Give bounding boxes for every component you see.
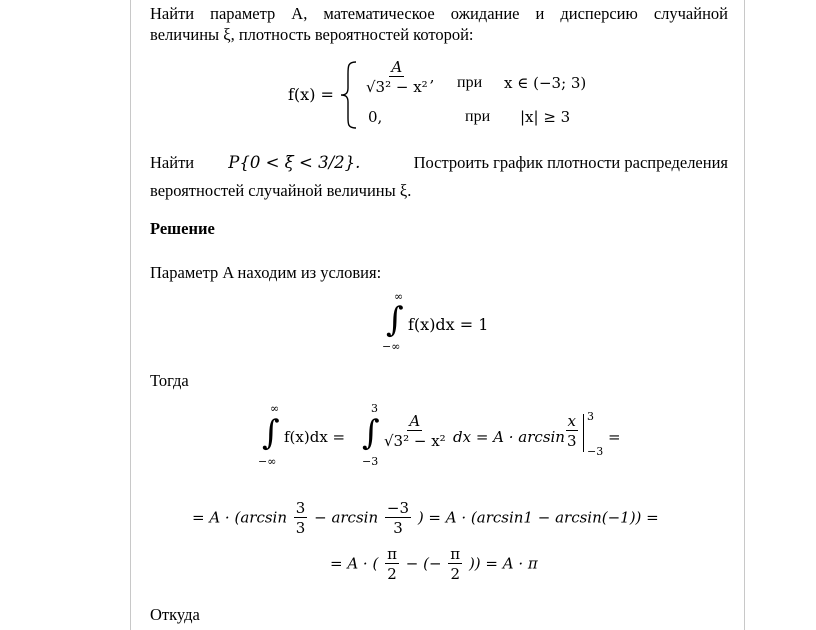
whence-text: Откуда (150, 605, 200, 624)
eq1-left: f(x)dx = (284, 428, 346, 446)
param-text: Параметр A находим из условия: (150, 263, 382, 282)
problem-line-last: вероятностей случайной величины ξ. (150, 181, 412, 200)
density-lhs: f(x) = (288, 85, 334, 104)
find-prefix: Найти (150, 153, 195, 172)
eq3-f1-num: π (387, 545, 397, 563)
eq3 (330, 545, 538, 584)
eq1-lower-limit: −∞ (258, 455, 277, 468)
eval-bar (583, 414, 584, 452)
find-line (150, 152, 728, 173)
case1-numerator: A (391, 58, 403, 76)
eq2-rest: ) = A · (arcsin1 − arcsin(−1)) = (417, 508, 659, 527)
eq2-f1-num: 3 (295, 499, 306, 517)
case1-denominator: √3² − x² (366, 78, 428, 96)
eq1-integral-sign: ∫ (262, 413, 280, 453)
solution-heading: Решение (150, 219, 215, 238)
norm-upper-limit: ∞ (394, 290, 404, 303)
eq1-numerator: A (409, 412, 421, 430)
eq2-mid: − arcsin (314, 508, 379, 527)
eq3-f2-num: π (450, 545, 461, 563)
eq2-f1-den: 3 (295, 519, 306, 537)
eq3-f2-den: 2 (450, 565, 460, 583)
eq3-start: = A · ( (330, 554, 379, 573)
eq2 (192, 499, 659, 538)
eq1-denominator: √3² − x² (384, 432, 446, 450)
norm-lower-limit: −∞ (382, 340, 401, 353)
case1-when: при (457, 74, 483, 91)
norm-body: f(x)dx = 1 (408, 315, 489, 334)
eq1-integral-sign-2: ∫ (362, 413, 380, 453)
case2-when: при (465, 108, 491, 125)
eq3-end: )) = A · π (468, 554, 538, 573)
then-text: Тогда (150, 371, 189, 390)
page-margin-right (744, 0, 745, 630)
problem-line-1: Найти параметр A, математическое ожидание и дисперсию случайной (150, 4, 728, 23)
density-case1 (364, 58, 434, 97)
eq3-f1-den: 2 (387, 565, 397, 583)
eq1-x-num: x (567, 412, 576, 430)
eq1-fraction (382, 412, 448, 451)
find-expression: P{0 < ξ < 3/2}. (228, 153, 361, 172)
find-rest: Построить график плотности распределения (413, 153, 728, 172)
eq3-mid: − (− (405, 554, 442, 573)
integral-sign: ∫ (386, 300, 404, 340)
eq2-f2-num: −3 (386, 499, 410, 517)
problem-line-2: величины ξ, плотность вероятностей которой: (150, 25, 474, 44)
case1-comma: , (429, 67, 435, 86)
eq1-eval-upper: 3 (587, 410, 594, 423)
case2-condition: |x| ≥ 3 (520, 108, 571, 126)
page-margin-left (130, 0, 131, 630)
eq1-mid: dx = A · arcsin (453, 428, 565, 446)
left-brace (338, 60, 360, 130)
eq1-x-fraction (565, 412, 579, 451)
eq1-eval-lower: −3 (587, 445, 604, 458)
eq2-f2-den: 3 (393, 519, 403, 537)
eq1-upper2: 3 (371, 402, 378, 415)
eq1-upper-limit: ∞ (270, 402, 280, 415)
eq2-start: = A · (arcsin (192, 508, 287, 527)
eq1-end: = (608, 428, 621, 446)
eq1-x-den: 3 (567, 432, 577, 450)
eq1-lower2: −3 (362, 455, 379, 468)
case1-condition: x ∈ (−3; 3) (504, 74, 587, 92)
case2-value: 0, (368, 108, 383, 126)
